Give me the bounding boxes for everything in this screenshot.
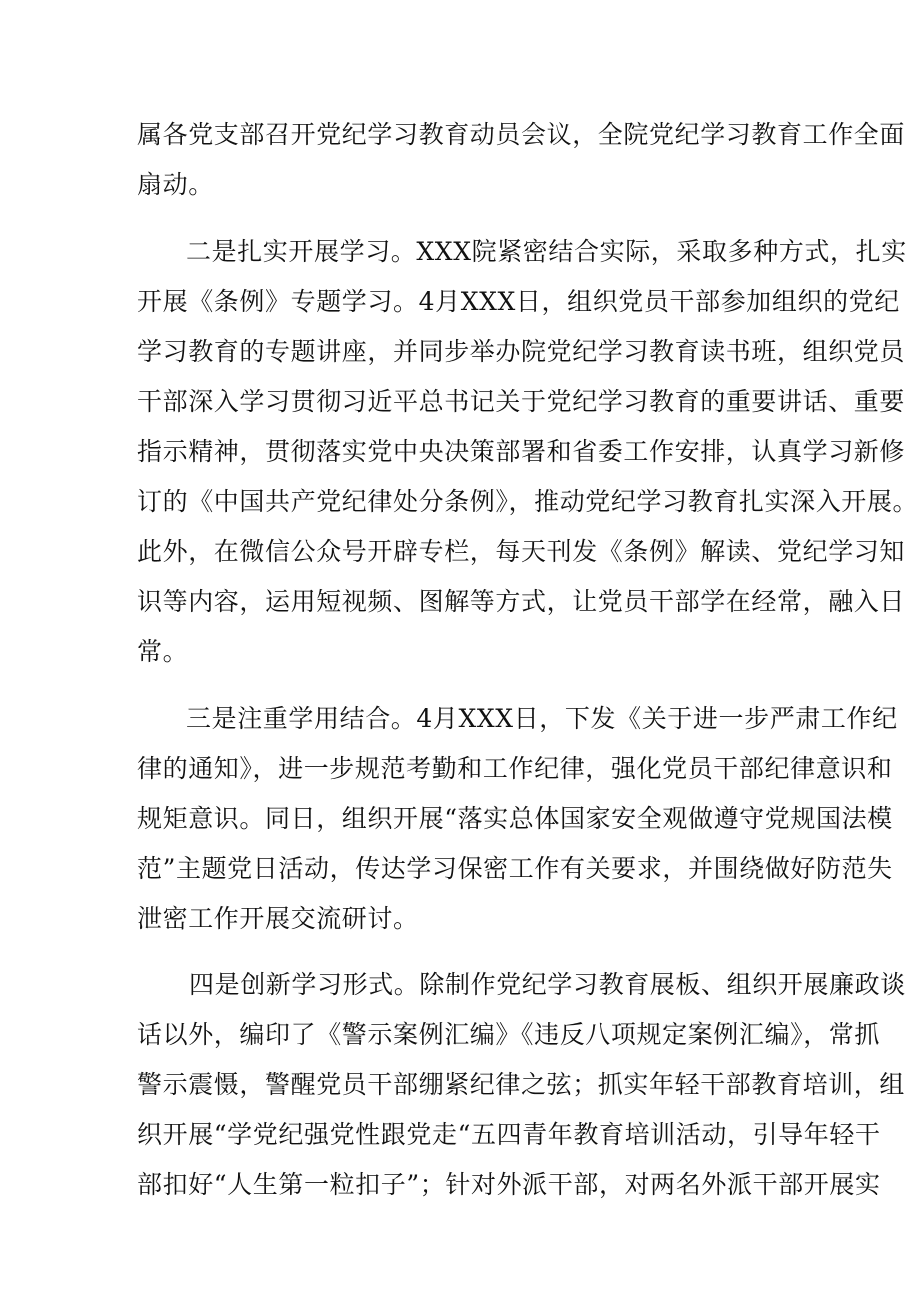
text-line: 常。 xyxy=(137,637,189,666)
text-line: 范”主题党日活动，传达学习保密工作有关要求，并围绕做好防范失 xyxy=(137,854,893,883)
text-line: 干部深入学习贯彻习近平总书记关于党纪学习教育的重要讲话、重要 xyxy=(137,387,906,416)
text-line: 话以外，编印了《警示案例汇编》《违反八项规定案例汇编》，常抓 xyxy=(137,1020,881,1049)
text-line: 规矩意识。同日，组织开展“落实总体国家安全观做遵守党规国法模 xyxy=(137,804,893,833)
paragraph-3-first-line: 三是注重学用结合。4月XXX日，下发《关于进一步严肃工作纪 xyxy=(186,704,898,733)
paragraph-2-first-line: 二是扎实开展学习。XXX院紧密结合实际，采取多种方式，扎实 xyxy=(186,237,907,266)
text-line: 识等内容，运用短视频、图解等方式，让党员干部学在经常，融入日 xyxy=(137,587,906,616)
text-line: 律的通知》，进一步规范考勤和工作纪律，强化党员干部纪律意识和 xyxy=(137,754,893,783)
text-line: 属各党支部召开党纪学习教育动员会议，全院党纪学习教育工作全面 xyxy=(137,120,906,149)
text-line: 扇动。 xyxy=(137,170,214,199)
text-line: 订的《中国共产党纪律处分条例》，推动党纪学习教育扎实深入开展。 xyxy=(137,487,919,516)
text-line: 织开展“学党纪强党性跟党走“五四青年教育培训活动，引导年轻干 xyxy=(137,1120,881,1149)
text-line: 此外，在微信公众号开辟专栏，每天刊发《条例》解读、党纪学习知 xyxy=(137,537,906,566)
text-line: 开展《条例》专题学习。4月XXX日，组织党员干部参加组织的党纪 xyxy=(137,287,900,316)
paragraph-4-first-line: 四是创新学习形式。除制作党纪学习教育展板、组织开展廉政谈 xyxy=(189,970,906,999)
text-line: 部扣好“人生第一粒扣子”；针对外派干部，对两名外派干部开展实 xyxy=(137,1170,881,1199)
text-line: 学习教育的专题讲座，并同步举办院党纪学习教育读书班，组织党员 xyxy=(137,337,906,366)
text-line: 指示精神，贯彻落实党中央决策部署和省委工作安排，认真学习新修 xyxy=(137,437,906,466)
text-line: 泄密工作开展交流研讨。 xyxy=(137,904,419,933)
text-line: 警示震慑，警醒党员干部绷紧纪律之弦；抓实年轻干部教育培训，组 xyxy=(137,1070,906,1099)
